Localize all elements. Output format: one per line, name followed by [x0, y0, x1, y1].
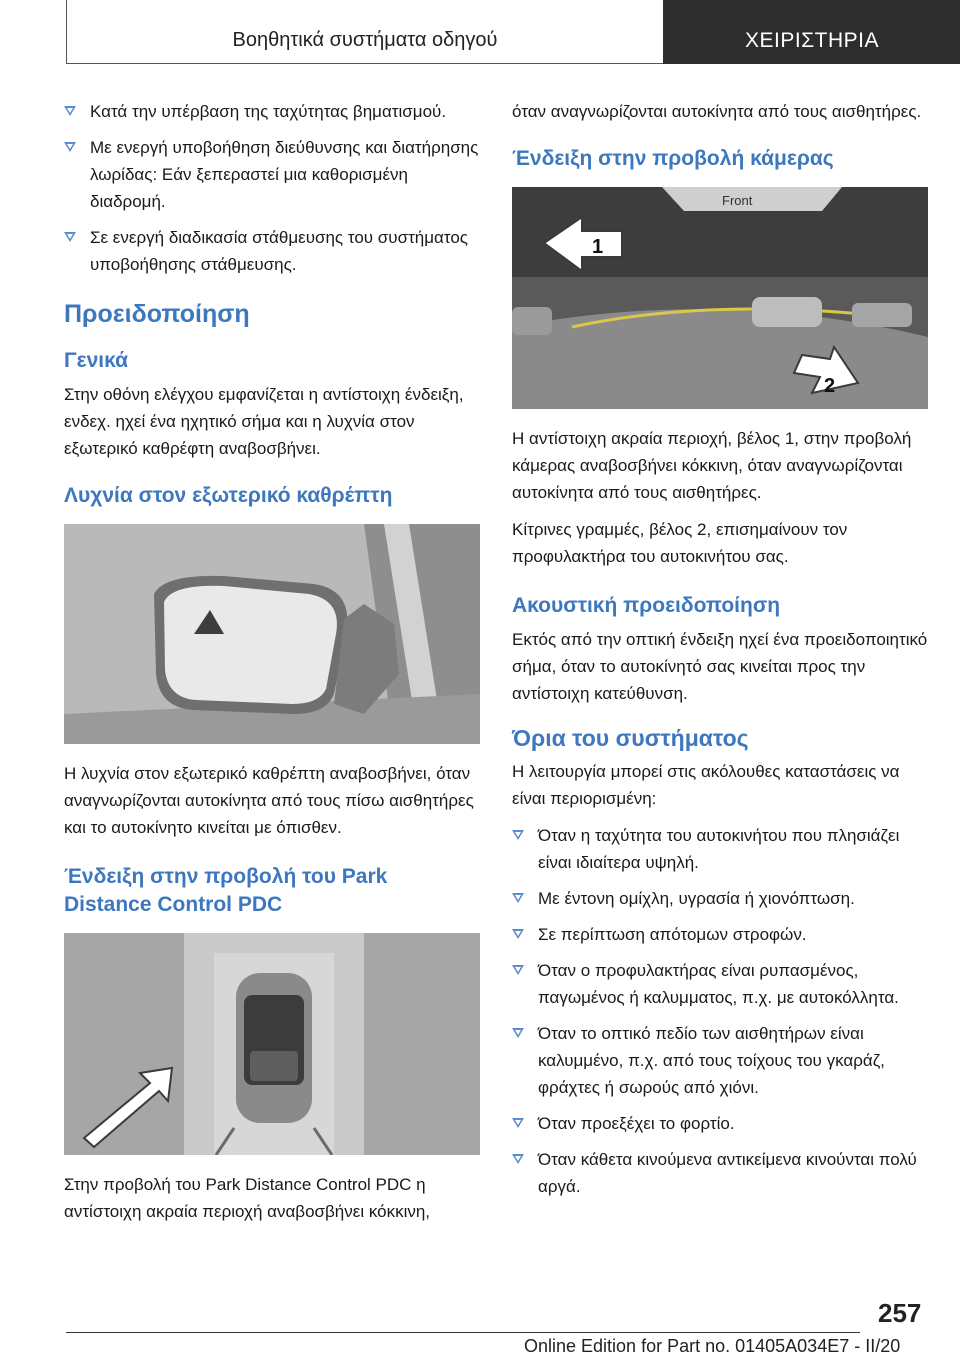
- list-item: Σε ενεργή διαδικασία στάθμευσης του συστήματος υποβοήθησης στάθμευσης.: [64, 224, 480, 278]
- paragraph-continued: όταν αναγνωρίζονται αυτοκίνητα από τους αισθητήρες.: [512, 102, 922, 121]
- mirror-illustration: [64, 524, 480, 744]
- list-item: Όταν κάθετα κινούμενα αντικείμενα κινούνται πολύ αργά.: [512, 1146, 928, 1200]
- pdc-display-image: [64, 933, 480, 1155]
- triangle-bullet-icon: [64, 232, 76, 242]
- heading-camera-display: Ένδειξη στην προβολή κάμερας: [512, 147, 834, 170]
- paragraph-acoustic: Εκτός από την οπτική ένδειξη ηχεί ένα προειδοποιητικό σήμα, όταν το αυτοκίνητό σας κινείται προς την αντίστοιχη κατεύθυνση.: [512, 630, 928, 703]
- triangle-bullet-icon: [64, 106, 76, 116]
- arrow-2-label: 2: [824, 375, 836, 397]
- list-item: Όταν προεξέχει το φορτίο.: [512, 1110, 928, 1137]
- heading-acoustic-warning: Ακουστική προειδοποίηση: [512, 594, 781, 617]
- mirror-lamp-image: [64, 524, 480, 744]
- paragraph-limits: Η λειτουργία μπορεί στις ακόλουθες καταστάσεις να είναι περιορισμένη:: [512, 762, 900, 808]
- arrow-1-label: 1: [592, 236, 604, 258]
- list-item: Όταν η ταχύτητα του αυτοκινήτου που πλησιάζει είναι ιδιαίτερα υψηλή.: [512, 822, 928, 876]
- triangle-bullet-icon: [512, 1028, 524, 1038]
- list-item: Όταν ο προφυλακτήρας είναι ρυπασμένος, παγωμένος ή καλυμματος, π.χ. με αυτοκόλλητα.: [512, 957, 928, 1011]
- page-header: [66, 0, 960, 64]
- heading-warning: Προειδοποίηση: [64, 300, 250, 328]
- footer-edition: Online Edition for Part no. 01405A034E7 - II/20: [524, 1336, 901, 1356]
- camera-illustration: [512, 187, 928, 409]
- camera-display-image: [512, 187, 928, 409]
- heading-general: Γενικά: [64, 349, 129, 372]
- paragraph-pdc-display: Στην προβολή του Park Distance Control PDC η αντίστοιχη ακραία περιοχή αναβοσβήνει κόκκινη,: [64, 1175, 431, 1221]
- triangle-bullet-icon: [512, 929, 524, 939]
- pdc-illustration: [64, 933, 480, 1155]
- header-section-title: Βοηθητικά συστήματα οδηγού: [67, 0, 663, 64]
- heading-mirror-lamp: Λυχνία στον εξωτερικό καθρέπτη: [64, 484, 393, 507]
- list-item: Κατά την υπέρβαση της ταχύτητας βηματισμού.: [64, 98, 480, 125]
- paragraph-camera-2: Κίτρινες γραμμές, βέλος 2, επισημαίνουν τον προφυλακτήρα του αυτοκινήτου σας.: [512, 520, 848, 566]
- triangle-bullet-icon: [512, 893, 524, 903]
- paragraph-camera-1: Η αντίστοιχη ακραία περιοχή, βέλος 1, στην προβολή κάμερας αναβοσβήνει κόκκινη, όταν αναγνωρίζονται αυτοκίνητα από τους αισθητήρες.: [512, 429, 912, 502]
- front-label: Front: [722, 193, 753, 208]
- paragraph-general: Στην οθόνη ελέγχου εμφανίζεται η αντίστοιχη ένδειξη, ενδεχ. ηχεί ένα ηχητικό σήμα και η λυχνία στον εξωτερικό καθρέφτη αναβοσβήνει.: [64, 385, 464, 458]
- footer-divider: [66, 1332, 860, 1333]
- triangle-bullet-icon: [64, 142, 76, 152]
- triangle-bullet-icon: [512, 1118, 524, 1128]
- list-item: Με έντονη ομίχλη, υγρασία ή χιονόπτωση.: [512, 885, 928, 912]
- heading-system-limits: Όρια του συστήματος: [512, 725, 749, 751]
- page-number: 257: [878, 1298, 922, 1328]
- right-column: [512, 98, 928, 1209]
- triangle-bullet-icon: [512, 965, 524, 975]
- list-item: Σε περίπτωση απότομων στροφών.: [512, 921, 928, 948]
- heading-pdc-display: Ένδειξη στην προβολή του Park Distance Control PDC: [64, 865, 388, 916]
- header-chapter-title: ΧΕΙΡΙΣΤΗΡΙΑ: [663, 0, 960, 64]
- list-item: Όταν το οπτικό πεδίο των αισθητήρων είναι καλυμμένο, π.χ. από τους τοίχους του γκαράζ, φράχτες ή σωρούς από χιόνι.: [512, 1020, 928, 1101]
- left-column: [64, 98, 480, 1235]
- triangle-bullet-icon: [512, 830, 524, 840]
- list-item: Με ενεργή υποβοήθηση διεύθυνσης και διατήρησης λωρίδας: Εάν ξεπεραστεί μια καθορισμένη διαδρομή.: [64, 134, 480, 215]
- paragraph-mirror-lamp: Η λυχνία στον εξωτερικό καθρέπτη αναβοσβήνει, όταν αναγνωρίζονται αυτοκίνητα από τους πίσω αισθητήρες και το αυτοκίνητο κινείται με όπισθεν.: [64, 764, 474, 837]
- triangle-bullet-icon: [512, 1154, 524, 1164]
